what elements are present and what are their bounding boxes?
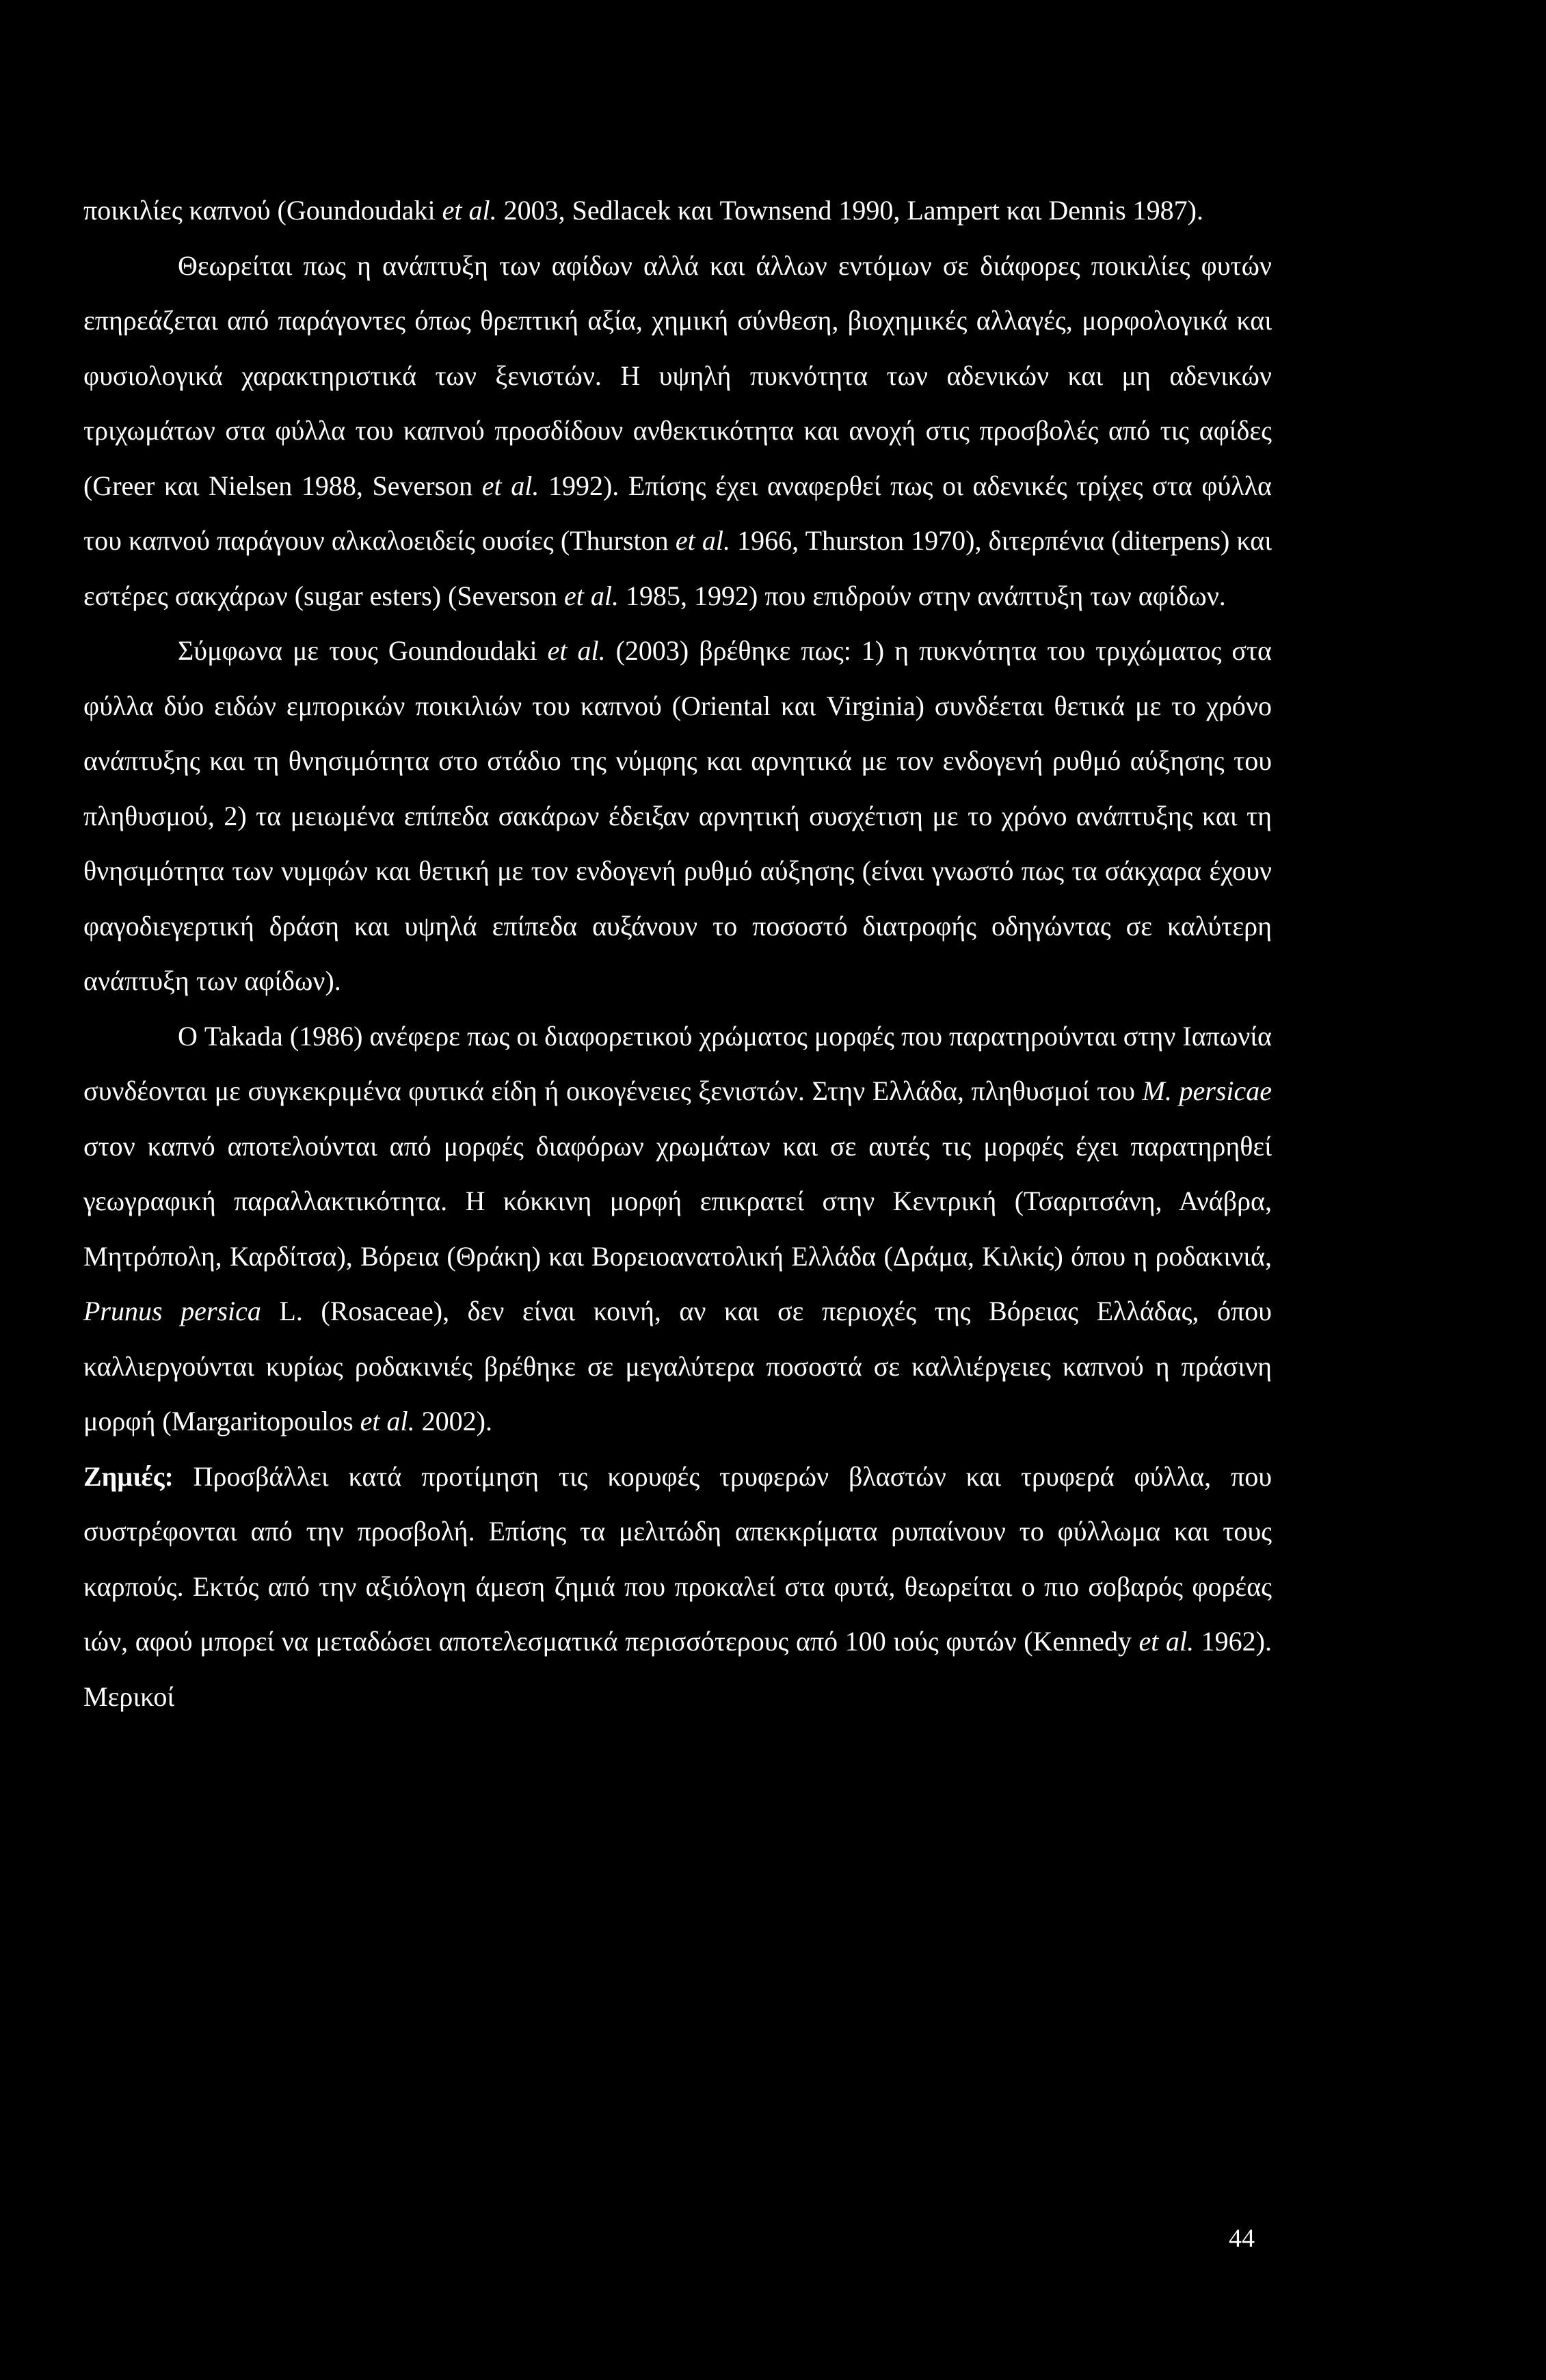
italic-text: Prunus persica xyxy=(83,1296,261,1326)
text-run: L. (Rosaceae), δεν είναι κοινή, αν και σε περιοχές της Βόρειας Ελλάδας, όπου καλλιεργούνται κυρίως ροδακινιές βρέθηκε σε μεγαλύτερα ποσοστά σε καλλιέργειες καπνού η πράσινη μορφή (Margaritopoulos xyxy=(83,1296,1272,1436)
italic-text: et al. xyxy=(1138,1626,1195,1657)
body-text xyxy=(83,183,1272,1724)
italic-text: M. persicae xyxy=(1142,1075,1272,1106)
text-run: Προσβάλλει κατά προτίμηση τις κορυφές τρυφερών βλαστών και τρυφερά φύλλα, που συστρέφονται από την προσβολή. Επίσης τα μελιτώδη απεκκρίματα ρυπαίνουν το φύλλωμα και τους καρπούς. Εκτός από την αξιόλογη άμεση ζημιά που προκαλεί στα φυτά, θεωρείται ο πιο σοβαρός φορέας ιών, αφού μπορεί να μεταδώσει αποτελεσματικά περισσότερους από 100 ιούς φυτών (Kennedy xyxy=(83,1460,1272,1657)
text-run: 1985, 1992) που επιδρούν στην ανάπτυξη των αφίδων. xyxy=(619,580,1226,611)
italic-text: et al. xyxy=(360,1406,415,1436)
page-number: 44 xyxy=(1229,2224,1255,2253)
paragraph-p4 xyxy=(83,1009,1272,1449)
text-run: Σύμφωνα με τους Goundoudaki xyxy=(178,635,548,666)
italic-text: et al. xyxy=(442,195,497,226)
text-run: 1962). Μερικοί xyxy=(83,1626,1272,1712)
bold-heading-text: Ζημιές: xyxy=(83,1460,174,1492)
paragraph-p1 xyxy=(83,183,1272,239)
text-run: Θεωρείται πως η ανάπτυξη των αφίδων αλλά και άλλων εντόμων σε διάφορες ποικιλίες φυτών επηρεάζεται από παράγοντες όπως θρεπτική αξία, χημική σύνθεση, βιοχημικές αλλαγές, μορφολογικά και φυσιολογικά χαρακτηριστικά των ξενιστών. Η υψηλή πυκνότητα των αδενικών και μη αδενικών τριχωμάτων στα φύλλα του καπνού προσδίδουν ανθεκτικότητα και ανοχή στις προσβολές από τις αφίδες (Greer και Nielsen 1988, Severson xyxy=(83,250,1272,501)
text-run: 1966, Thurston 1970), διτερπένια (diterpens) και εστέρες σακχάρων (sugar esters) (Severson xyxy=(83,525,1272,611)
text-run: 2003, Sedlacek και Townsend 1990, Lampert και Dennis 1987). xyxy=(496,195,1203,226)
paragraph-p2 xyxy=(83,239,1272,624)
text-run: ποικιλίες καπνού (Goundoudaki xyxy=(83,195,442,226)
paragraph-p3 xyxy=(83,624,1272,1009)
text-run: 2002). xyxy=(414,1406,492,1436)
italic-text: et al. xyxy=(675,525,730,556)
text-run: (2003) βρέθηκε πως: 1) η πυκνότητα του τριχώματος στα φύλλα δύο ειδών εμπορικών ποικιλιών του καπνού (Oriental και Virginia) συνδέεται θετικά με το χρόνο ανάπτυξης και τη θνησιμότητα στο στάδιο της νύμφης και αρνητικά με τον ενδογενή ρυθμό αύξησης του πληθυσμού, 2) τα μειωμένα επίπεδα σακάρων έδειξαν αρνητική συσχέτιση με το χρόνο ανάπτυξης και τη θνησιμότητα των νυμφών και θετική με τον ενδογενή ρυθμό αύξησης (είναι γνωστό πως τα σάκχαρα έχουν φαγοδιεγερτική δράση και υψηλά επίπεδα αυξάνουν το ποσοστό διατροφής οδηγώντας σε καλύτερη ανάπτυξη των αφίδων). xyxy=(83,635,1272,996)
text-run: 1992). Επίσης έχει αναφερθεί πως οι αδενικές τρίχες στα φύλλα του καπνού παράγουν αλκαλοειδείς ουσίες (Thurston xyxy=(83,470,1272,556)
text-run: Ο Takada (1986) ανέφερε πως οι διαφορετικού χρώματος μορφές που παρατηρούνται στην Ιαπωνία συνδέονται με συγκεκριμένα φυτικά είδη ή οικογένειες ξενιστών. Στην Ελλάδα, πληθυσμοί του xyxy=(83,1020,1272,1106)
paragraph-p5 xyxy=(83,1449,1272,1725)
italic-text: et al. xyxy=(481,470,539,501)
text-run: στον καπνό αποτελούνται από μορφές διαφόρων χρωμάτων και σε αυτές τις μορφές έχει παρατηρηθεί γεωγραφική παραλλακτικότητα. Η κόκκινη μορφή επικρατεί στην Κεντρική (Τσαριτσάνη, Ανάβρα, Μητρόπολη, Καρδίτσα), Βόρεια (Θράκη) και Βορειοανατολική Ελλάδα (Δράμα, Κιλκίς) όπου η ροδακινιά, xyxy=(83,1130,1272,1272)
italic-text: et al. xyxy=(547,635,606,666)
italic-text: et al. xyxy=(564,580,619,611)
